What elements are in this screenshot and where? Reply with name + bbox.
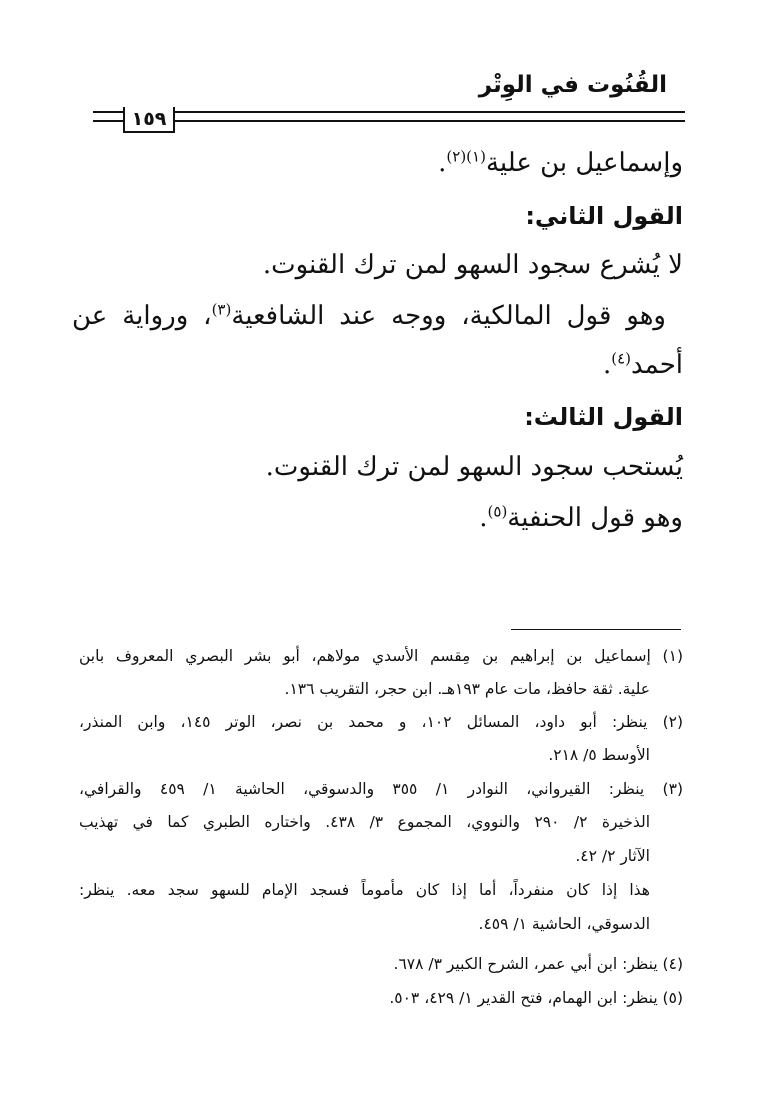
body-line-3: لا يُشرع سجود السهو لمن ترك القنوت. [262, 250, 683, 280]
body-text: وإسماعيل بن علية [485, 148, 683, 178]
footnote-line: الآثار ٢/ ٤٢. [575, 847, 650, 865]
footnote-line: (٣) ينظر: القيرواني، النوادر ١/ ٣٥٥ والدسوقي، الحاشية ١/ ٤٥٩ والقرافي، [79, 780, 683, 798]
body-text: . [602, 350, 612, 380]
body-text: وهو قول الحنفية [507, 503, 683, 533]
page-number: ١٥٩ [123, 107, 175, 133]
footnote-ref: (٤) [611, 349, 632, 368]
header-rule-right [175, 111, 685, 122]
footnote-ref: (٥) [487, 502, 508, 521]
header-rule-left [93, 111, 123, 122]
body-text: أحمد [631, 350, 683, 380]
body-line-1 [83, 148, 683, 178]
footnote-line: (١) إسماعيل بن إبراهيم بن مِقسم الأسدي مولاهم، أبو بشر البصري المعروف بابن [79, 647, 683, 665]
body-text: وهو قول المالكية، ووجه عند الشافعية [231, 301, 666, 331]
body-line-8 [83, 503, 683, 533]
footnote-line: (٢) ينظر: أبو داود، المسائل ١٠٢، و محمد بن نصر، الوتر ١٤٥، وابن المنذر، [79, 713, 684, 731]
body-text: ، ورواية عن [72, 301, 212, 331]
running-title: القُنُوت في الوِتْر [478, 72, 667, 98]
body-text: . [479, 503, 488, 533]
body-line-7: يُستحب سجود السهو لمن ترك القنوت. [265, 452, 683, 482]
body-text: . [438, 148, 447, 178]
footnote-line: علية. ثقة حافظ، مات عام ١٩٣هـ. ابن حجر، التقريب ١٣٦. [284, 680, 650, 698]
body-line-5 [83, 350, 683, 380]
body-line-4 [72, 301, 666, 331]
footnote-ref: (٣) [211, 300, 232, 319]
footnote-separator [511, 629, 681, 630]
section-heading-third-opinion: القول الثالث: [524, 403, 683, 431]
footnote-line: (٤) ينظر: ابن أبي عمر، الشرح الكبير ٣/ ٦٧٨. [393, 955, 683, 973]
footnote-ref: (١)(٢) [446, 147, 486, 166]
section-heading-second-opinion: القول الثاني: [525, 202, 683, 230]
footnote-line: الذخيرة ٢/ ٢٩٠ والنووي، المجموع ٣/ ٤٣٨. واختاره الطبري كما في تهذيب [79, 813, 651, 831]
footnote-line: الأوسط ٥/ ٢١٨. [548, 746, 650, 764]
footnote-line: الدسوقي، الحاشية ١/ ٤٥٩. [478, 915, 650, 933]
footnote-line: هذا إذا كان منفرداً، أما إذا كان مأموماً فسجد الإمام للسهو سجد معه. ينظر: [79, 881, 650, 899]
footnote-line: (٥) ينظر: ابن الهمام، فتح القدير ١/ ٤٢٩، ٥٠٣. [389, 989, 683, 1007]
